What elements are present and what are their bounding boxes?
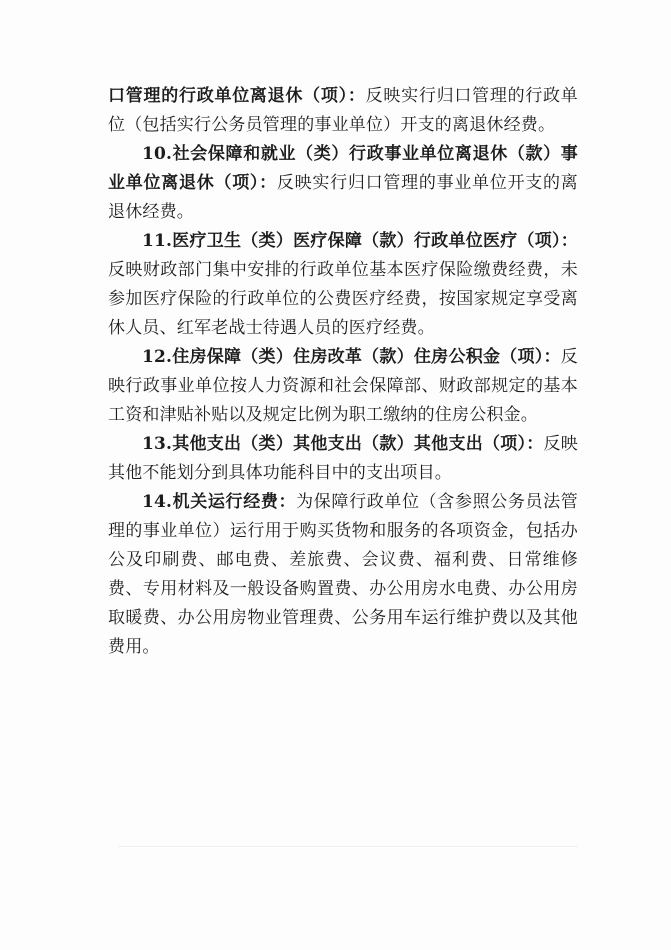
paragraph-item-11: [108, 227, 578, 343]
paragraph-text: 为保障行政单位（含参照公务员法管理的事业单位）运行用于购买货物和服务的各项资金，包括办公及印刷费、邮电费、差旅费、会议费、福利费、日常维修费、专用材料及一般设备购置费、办公用房水电费、办公用房取暖费、办公用房物业管理费、公务用车运行维护费以及其他费用。: [108, 492, 579, 657]
paragraph-heading: 13.其他支出（类）其他支出（款）其他支出（项）：: [142, 434, 544, 454]
paragraph-item-13: [108, 430, 578, 488]
paragraph-text: 反映财政部门集中安排的行政单位基本医疗保险缴费经费，未参加医疗保险的行政单位的公费医疗经费，按国家规定享受离休人员、红军老战士待遇人员的医疗经费。: [108, 260, 578, 338]
paragraph-heading: 口管理的行政单位离退休（项）：: [108, 86, 366, 106]
paragraph-heading: 11.医疗卫生（类）医疗保障（款）行政单位医疗（项）：: [142, 231, 578, 251]
paragraph-text: 反映行政事业单位按人力资源和社会保障部、财政部规定的基本工资和津贴补贴以及规定比例为职工缴纳的住房公积金。: [108, 347, 578, 425]
paragraph-item-10: [108, 140, 578, 227]
scan-artifact-line: [118, 846, 578, 847]
paragraph-item-12: [108, 343, 578, 430]
paragraph-heading: 14.机关运行经费：: [142, 492, 297, 512]
paragraph-retirement-admin: [108, 82, 578, 140]
paragraph-text: 反映实行归口管理的行政单位（包括实行公务员管理的事业单位）开支的离退休经费。: [108, 86, 579, 135]
paragraph-heading: 10.社会保障和就业（类）行政事业单位离退休（款）事业单位离退休（项）：: [108, 144, 578, 193]
paragraph-text: 反映实行归口管理的事业单位开支的离退休经费。: [108, 173, 578, 222]
document-body: [108, 82, 578, 662]
paragraph-text: 反映其他不能划分到具体功能科目中的支出项目。: [108, 434, 578, 483]
paragraph-item-14: [108, 488, 578, 662]
paragraph-heading: 12.住房保障（类）住房改革（款）住房公积金（项）：: [142, 347, 561, 367]
